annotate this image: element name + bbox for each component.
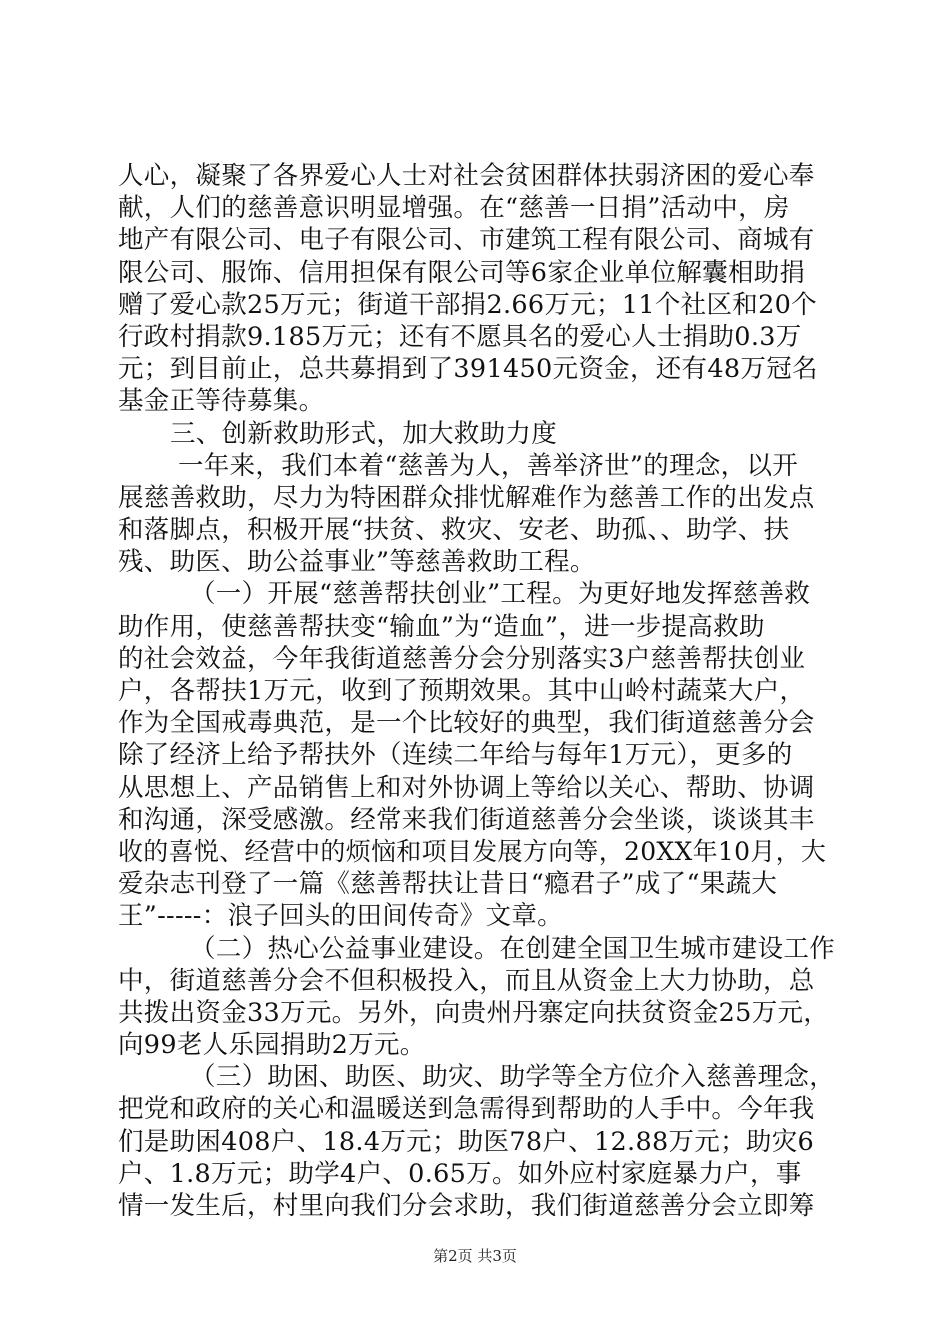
text-line: 行政村捐款9.185万元；还有不愿具名的爱心人士捐助0.3万 xyxy=(118,321,802,352)
section-heading-3 xyxy=(118,418,836,450)
text-line: 从思想上、产品销售上和对外协调上等给以关心、帮助、协调 xyxy=(118,772,815,803)
text-line: 爱杂志刊登了一篇《慈善帮扶让昔日“瘾君子”成了“果蔬大 xyxy=(118,869,778,900)
text-line: 地产有限公司、电子有限公司、市建筑工程有限公司、商城有 xyxy=(118,225,815,256)
text-line: 一年来，我们本着“慈善为人，善举济世”的理念，以开 xyxy=(178,450,799,481)
text-line: （一）开展“慈善帮扶创业”工程。为更好地发挥慈善救 xyxy=(190,579,811,610)
paragraph-item-1 xyxy=(118,578,836,932)
text-line: 残、助医、助公益事业”等慈善救助工程。 xyxy=(118,547,596,578)
page-number-footer: 第2页 共3页 xyxy=(433,1247,517,1265)
text-line: 王”-----：浪子回头的田间传奇》文章。 xyxy=(118,901,563,932)
text-line: 户，各帮扶1万元，收到了预期效果。其中山岭村蔬菜大户， xyxy=(118,676,806,706)
text-line: 赠了爱心款25万元；街道干部捐2.66万元；11个社区和20个 xyxy=(118,289,817,320)
text-line: 限公司、服饰、信用担保有限公司等6家企业单位解囊相助捐 xyxy=(118,257,806,288)
text-line: 展慈善救助，尽力为特困群众排忧解难作为慈善工作的出发点 xyxy=(118,482,815,513)
paragraph-overview xyxy=(118,450,836,579)
text-line: 把党和政府的关心和温暖送到急需得到帮助的人手中。今年我 xyxy=(118,1094,815,1125)
paragraph-item-3 xyxy=(118,1061,836,1222)
text-line: 们是助困408户、18.4万元；助医78户、12.88万元；助灾6 xyxy=(118,1126,815,1157)
document-body xyxy=(118,160,836,1222)
text-line: （二）热心公益事业建设。在创建全国卫生城市建设工作 xyxy=(190,933,836,964)
text-line: 基金正等待募集。 xyxy=(118,386,325,417)
text-line: 元；到目前止，总共募捐到了391450元资金，还有48万冠名 xyxy=(118,354,818,385)
text-line: 除了经济上给予帮扶外（连续二年给与每年1万元），更多的 xyxy=(118,740,793,771)
text-line: 共拨出资金33万元。另外，向贵州丹寨定向扶贫资金25万元， xyxy=(118,997,830,1028)
text-line: 和沟通，深受感激。经常来我们街道慈善分会坐谈，谈谈其丰 xyxy=(118,804,815,835)
text-line: 中，街道慈善分会不但积极投入，而且从资金上大力协助，总 xyxy=(118,965,815,996)
text-line: 献，人们的慈善意识明显增强。在“慈善一日捐”活动中，房 xyxy=(118,193,790,224)
paragraph-item-2 xyxy=(118,933,836,1062)
text-line: 人心，凝聚了各界爱心人士对社会贫困群体扶弱济困的爱心奉 xyxy=(118,161,815,191)
text-line: 的社会效益，今年我街道慈善分会分别落实3户慈善帮扶创业 xyxy=(118,643,806,674)
text-line: 向99老人乐园捐助2万元。 xyxy=(118,1030,426,1061)
text-line: 情一发生后，村里向我们分会求助，我们街道慈善分会立即筹 xyxy=(118,1191,815,1221)
text-line: （三）助困、助医、助灾、助学等全方位介入慈善理念， xyxy=(190,1062,836,1093)
text-line: 作为全国戒毒典范，是一个比较好的典型，我们街道慈善分会 xyxy=(118,708,815,739)
text-line: 和落脚点，积极开展“扶贫、救灾、安老、助孤、、助学、扶 xyxy=(118,515,790,546)
paragraph-donations xyxy=(118,160,836,418)
text-line: 助作用，使慈善帮扶变“输血”为“造血”，进一步提高救助 xyxy=(118,611,765,642)
section-heading-text: 三、创新救助形式，加大救助力度 xyxy=(170,418,558,449)
text-line: 户、1.8万元；助学4户、0.65万。如外应村家庭暴力户，事 xyxy=(118,1158,802,1189)
text-line: 收的喜悦、经营中的烦恼和项目发展方向等，20XX年10月，大 xyxy=(118,836,827,866)
